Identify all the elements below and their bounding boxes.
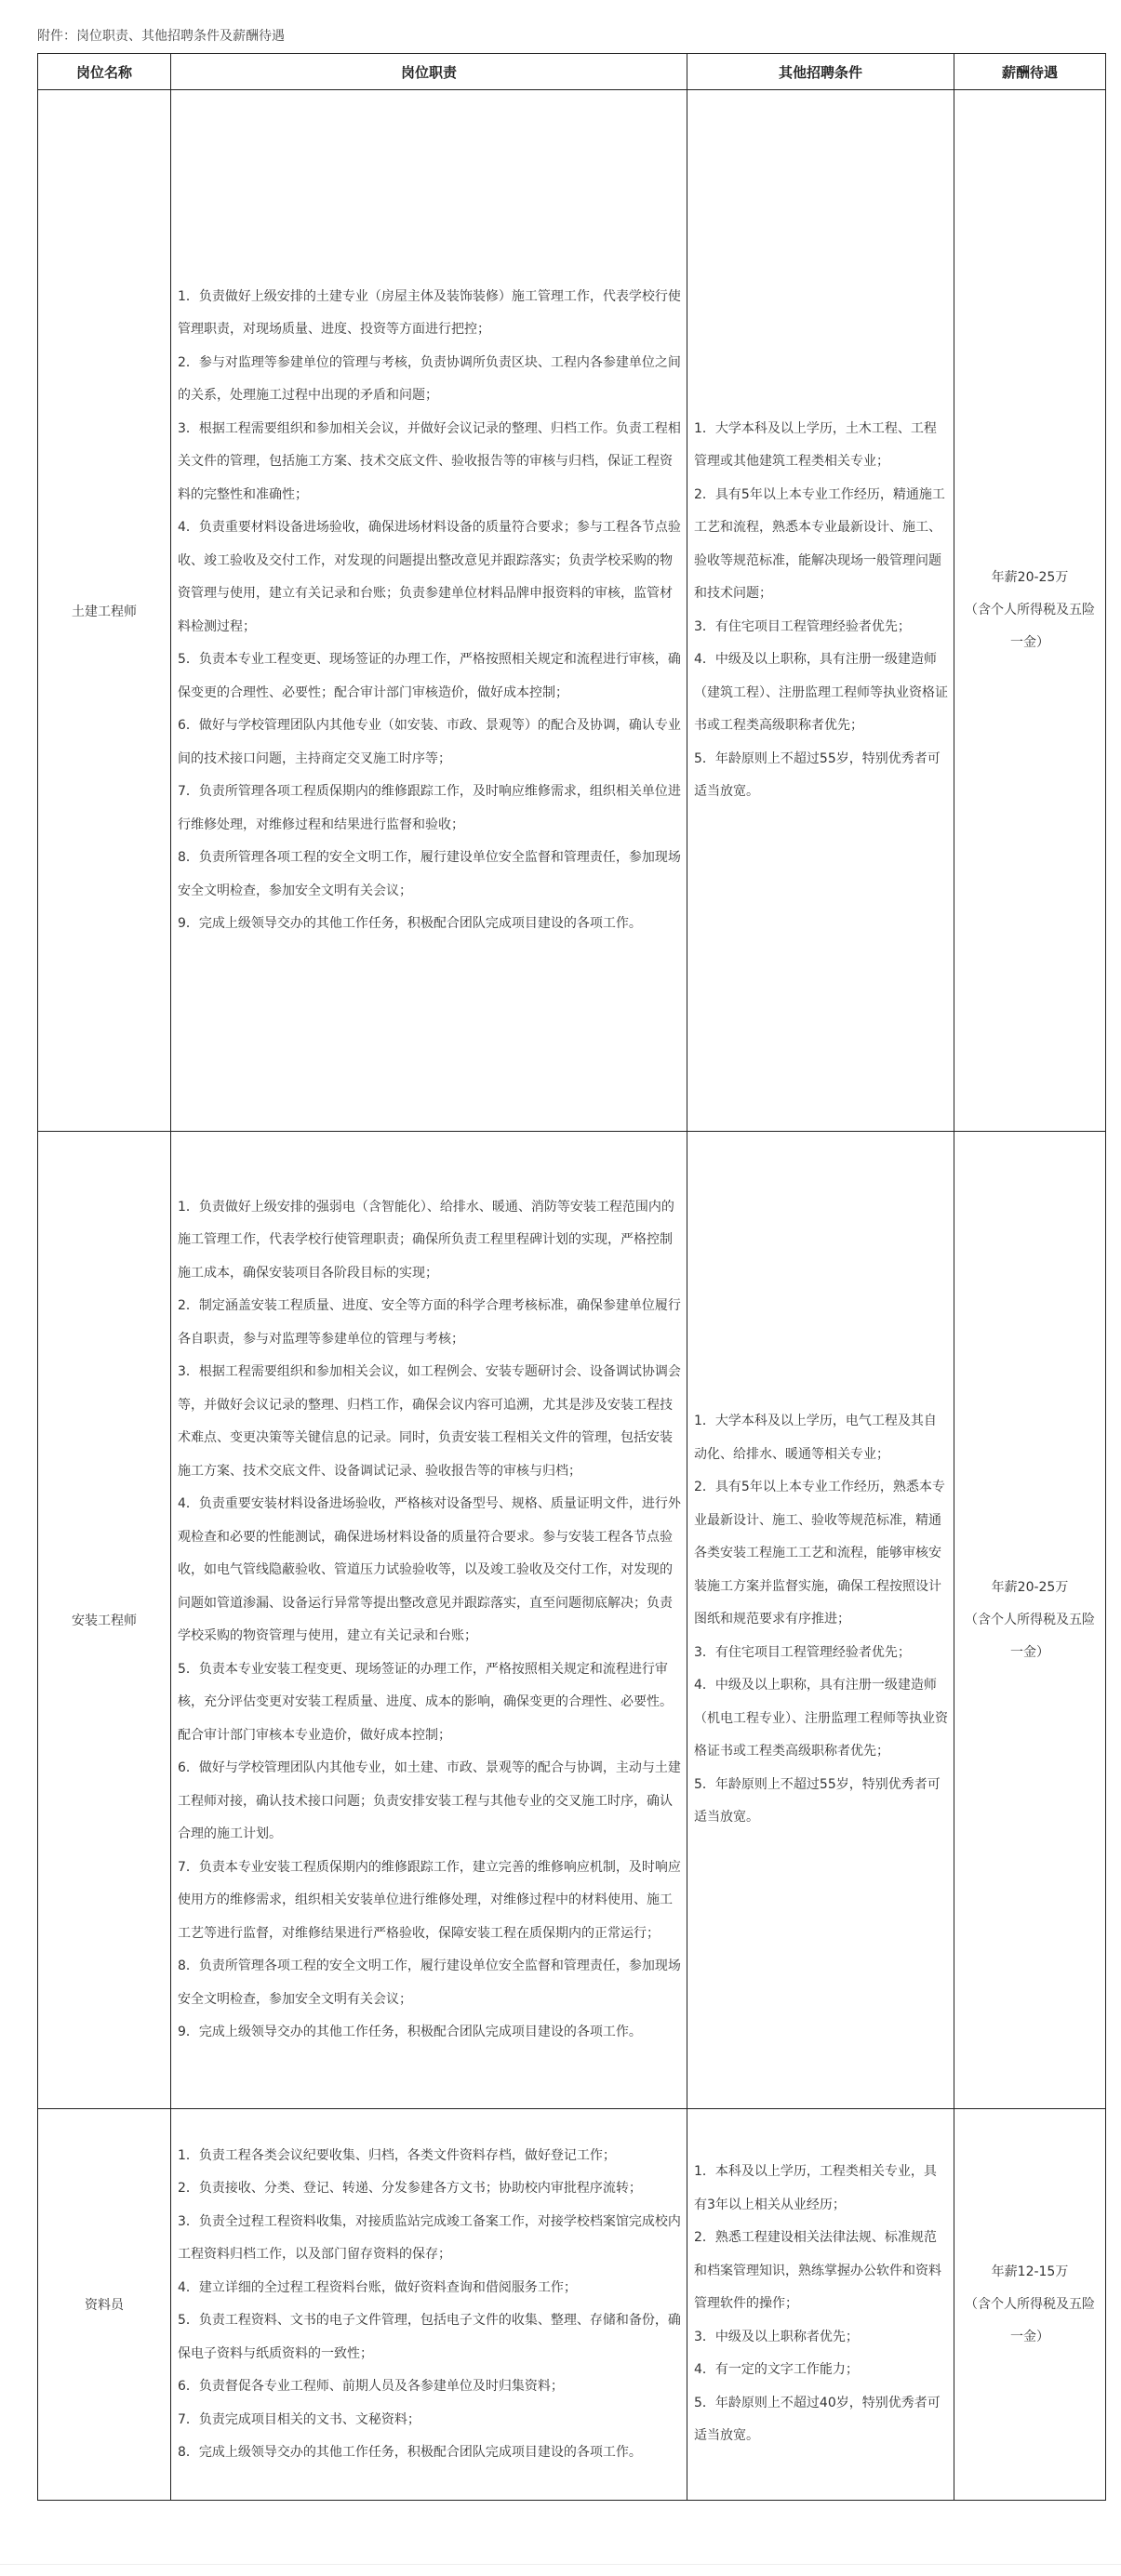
condition-item: 4．中级及以上职称，具有注册一级建造师（建筑工程）、注册监理工程师等执业资格证书或工程类高级职称者优先； (694, 652, 948, 733)
duty-item: 4．负责重要安装材料设备进场验收，严格核对设备型号、规格、质量证明文件，进行外观检查和必要的性能测试，确保进场材料设备的质量符合要求。参与安装工程各节点验收，如电气管线隐蔽验收、管道压力试验验收等，以及竣工验收及交付工作，对发现的问题如管道渗漏、设备运行异常等提出整改意见并跟踪落实，直至问题彻底解决；负责学校采购的物资管理与使用，建立有关记录和台账； (178, 1496, 681, 1643)
position-duties (171, 90, 687, 1132)
position-duties (171, 1132, 687, 2109)
condition-item: 1．大学本科及以上学历，电气工程及其自动化、给排水、暖通等相关专业； (694, 1414, 937, 1462)
duty-item: 1．负责工程各类会议纪要收集、归档，各类文件资料存档，做好登记工作； (178, 2147, 616, 2163)
position-conditions (687, 1132, 954, 2109)
condition-item: 2．具有5年以上本专业工作经历，熟悉本专业最新设计、施工、验收等规范标准，精通各类安装工程施工工艺和流程，能够审核安装施工方案并监督实施，确保工程按照设计图纸和规范要求有序推进； (694, 1480, 945, 1627)
duty-item: 3．负责全过程工程资料收集，对接质监站完成竣工备案工作，对接学校档案馆完成校内工程资料归档工作，以及部门留存资料的保存； (178, 2213, 681, 2262)
duty-item: 1．负责做好上级安排的强弱电（含智能化）、给排水、暖通、消防等安装工程范围内的施工管理工作，代表学校行使管理职责；确保所负责工程里程碑计划的实现，严格控制施工成本，确保安装项目各阶段目标的实现； (178, 1199, 674, 1281)
position-salary (954, 1132, 1106, 2109)
position-salary (954, 90, 1106, 1132)
header-salary: 薪酬待遇 (954, 54, 1106, 90)
duty-item: 1．负责做好上级安排的土建专业（房屋主体及装饰装修）施工管理工作，代表学校行使管理职责，对现场质量、进度、投资等方面进行把控； (178, 288, 681, 337)
duty-item: 4．建立详细的全过程工程资料台账，做好资料查询和借阅服务工作； (178, 2279, 577, 2295)
duty-item: 6．做好与学校管理团队内其他专业，如土建、市政、景观等的配合与协调，主动与土建工程师对接，确认技术接口问题；负责安排安装工程与其他专业的交叉施工时序，确认合理的施工计划。 (178, 1760, 681, 1841)
duty-item: 8．负责所管理各项工程的安全文明工作，履行建设单位安全监督和管理责任，参加现场安全文明检查，参加安全文明有关会议； (178, 850, 681, 898)
duty-item: 5．负责工程资料、文书的电子文件管理，包括电子文件的收集、整理、存储和备份，确保电子资料与纸质资料的一致性； (178, 2313, 681, 2361)
duty-item: 6．负责督促各专业工程师、前期人员及各参建单位及时归集资料； (178, 2379, 564, 2394)
duty-item: 5．负责本专业工程变更、现场签证的办理工作，严格按照相关规定和流程进行审核，确保变更的合理性、必要性；配合审计部门审核造价，做好成本控制； (178, 652, 681, 700)
salary-range: 年薪20-25万 (991, 1579, 1069, 1595)
condition-item: 5．年龄原则上不超过55岁，特别优秀者可适当放宽。 (694, 1776, 941, 1826)
duty-item: 5．负责本专业安装工程变更、现场签证的办理工作，严格按照相关规定和流程进行审核，充分评估变更对安装工程质量、进度、成本的影响，确保变更的合理性、必要性。配合审计部门审核本专业造价，做好成本控制； (178, 1661, 673, 1743)
condition-item: 5．年龄原则上不超过40岁，特别优秀者可适当放宽。 (694, 2395, 941, 2444)
position-name: 资料员 (38, 2109, 171, 2501)
position-duties (171, 2109, 687, 2501)
duty-item: 6．做好与学校管理团队内其他专业（如安装、市政、景观等）的配合及协调，确认专业间的技术接口问题，主持商定交叉施工时序等； (178, 718, 681, 766)
condition-item: 2．熟悉工程建设相关法律法规、标准规范和档案管理知识，熟练掌握办公软件和资料管理软件的操作； (694, 2230, 941, 2312)
duty-item: 9．完成上级领导交办的其他工作任务，积极配合团队完成项目建设的各项工作。 (178, 916, 642, 931)
table-row (38, 2109, 1106, 2501)
salary-note: （含个人所得税及五险一金） (965, 603, 1095, 650)
position-salary (954, 2109, 1106, 2501)
duty-item: 8．完成上级领导交办的其他工作任务，积极配合团队完成项目建设的各项工作。 (178, 2445, 642, 2460)
condition-item: 1．大学本科及以上学历，土木工程、工程管理或其他建筑工程类相关专业； (694, 420, 937, 469)
duty-item: 7．负责完成项目相关的文书、文秘资料； (178, 2411, 420, 2427)
duty-item: 3．根据工程需要组织和参加相关会议，并做好会议记录的整理、归档工作。负责工程相关文件的管理，包括施工方案、技术交底文件、验收报告等的审核与归档，保证工程资料的完整性和准确性； (178, 420, 681, 502)
duty-item: 7．负责所管理各项工程质保期内的维修跟踪工作，及时响应维修需求，组织相关单位进行维修处理，对维修过程和结果进行监督和验收； (178, 784, 681, 832)
condition-item: 3．有住宅项目工程管理经验者优先； (694, 1644, 911, 1660)
header-duties: 岗位职责 (171, 54, 687, 90)
position-name: 土建工程师 (38, 90, 171, 1132)
position-conditions (687, 2109, 954, 2501)
duty-item: 4．负责重要材料设备进场验收，确保进场材料设备的质量符合要求；参与工程各节点验收、竣工验收及交付工作，对发现的问题提出整改意见并跟踪落实；负责学校采购的物资管理与使用，建立有关记录和台账；负责参建单位材料品牌申报资料的审核，监管材料检测过程； (178, 520, 681, 634)
condition-item: 5．年龄原则上不超过55岁，特别优秀者可适当放宽。 (694, 750, 941, 799)
page-divider (0, 2564, 1121, 2565)
duty-item: 9．完成上级领导交办的其他工作任务，积极配合团队完成项目建设的各项工作。 (178, 2025, 642, 2039)
condition-item: 4．有一定的文字工作能力； (694, 2362, 859, 2378)
positions-table (37, 53, 1106, 2501)
condition-item: 2．具有5年以上本专业工作经历，精通施工工艺和流程，熟悉本专业最新设计、施工、验收等规范标准，能解决现场一般管理问题和技术问题； (694, 486, 945, 601)
duty-item: 2．制定涵盖安装工程质量、进度、安全等方面的科学合理考核标准，确保参建单位履行各自职责，参与对监理等参建单位的管理与考核； (178, 1298, 681, 1347)
salary-note: （含个人所得税及五险一金） (965, 1612, 1095, 1660)
duty-item: 2．负责接收、分类、登记、转递、分发参建各方文书；协助校内审批程序流转； (178, 2181, 642, 2196)
duty-item: 3．根据工程需要组织和参加相关会议，如工程例会、安装专题研讨会、设备调试协调会等，并做好会议记录的整理、归档工作，确保会议内容可追溯，尤其是涉及安装工程技术难点、变更决策等关键信息的记录。同时，负责安装工程相关文件的管理，包括安装施工方案、技术交底文件、设备调试记录、验收报告等的审核与归档； (178, 1364, 681, 1479)
table-row (38, 1132, 1106, 2109)
condition-item: 1．本科及以上学历，工程类相关专业，具有3年以上相关从业经历； (694, 2164, 937, 2212)
position-conditions (687, 90, 954, 1132)
condition-item: 3．中级及以上职称者优先； (694, 2329, 859, 2344)
table-row (38, 90, 1106, 1132)
duty-item: 8．负责所管理各项工程的安全文明工作，履行建设单位安全监督和管理责任，参加现场安全文明检查，参加安全文明有关会议； (178, 1959, 681, 2007)
salary-note: （含个人所得税及五险一金） (965, 2296, 1095, 2344)
header-conditions: 其他招聘条件 (687, 54, 954, 90)
attachment-caption: 附件：岗位职责、其他招聘条件及薪酬待遇 (37, 29, 285, 44)
table-header-row (38, 54, 1106, 90)
condition-item: 3．有住宅项目工程管理经验者优先； (694, 618, 911, 634)
header-position-name: 岗位名称 (38, 54, 171, 90)
position-name: 安装工程师 (38, 1132, 171, 2109)
duty-item: 2．参与对监理等参建单位的管理与考核，负责协调所负责区块、工程内各参建单位之间的关系，处理施工过程中出现的矛盾和问题； (178, 354, 681, 403)
duty-item: 7．负责本专业安装工程质保期内的维修跟踪工作，建立完善的维修响应机制，及时响应使用方的维修需求，组织相关安装单位进行维修处理，对维修过程中的材料使用、施工工艺等进行监督，对维修结果进行严格验收，保障安装工程在质保期内的正常运行； (178, 1859, 681, 1941)
salary-range: 年薪12-15万 (991, 2264, 1069, 2279)
salary-range: 年薪20-25万 (991, 570, 1069, 585)
condition-item: 4．中级及以上职称，具有注册一级建造师（机电工程专业）、注册监理工程师等执业资格证书或工程类高级职称者优先； (694, 1678, 948, 1759)
